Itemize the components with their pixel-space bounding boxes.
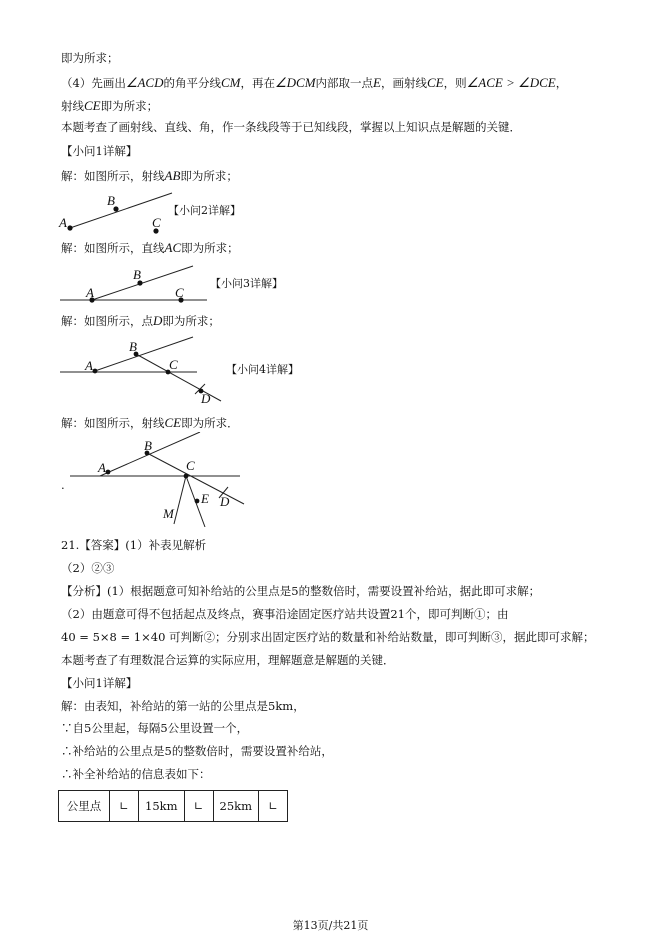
table-cell: ∟ bbox=[110, 791, 139, 822]
table-cell: 25km bbox=[213, 791, 259, 822]
label-m: M bbox=[163, 506, 174, 521]
section-heading: 【小问1详解】 bbox=[61, 144, 138, 158]
table-header-cell: 公里点 bbox=[59, 791, 110, 822]
text-line: 解：如图所示，射线AB即为所求； bbox=[61, 168, 238, 183]
text-line: （4）先画出∠ACD的角平分线CM，再在∠DCM内部取一点E，画射线CE，则∠ACE > ∠DCE， bbox=[61, 75, 568, 90]
label-b: B bbox=[144, 438, 152, 453]
section-heading: 【小问3详解】 bbox=[210, 277, 283, 290]
label-c: C bbox=[175, 285, 184, 300]
section-heading: 【小问2详解】 bbox=[168, 204, 241, 217]
label-a: A bbox=[85, 358, 93, 373]
supply-station-table bbox=[58, 790, 288, 822]
text-line: 本题考查了画射线、直线、角，作一条线段等于已知线段，掌握以上知识点是解题的关键． bbox=[61, 120, 521, 134]
label-b: B bbox=[129, 339, 137, 354]
label-a: A bbox=[59, 215, 67, 230]
label-b: B bbox=[133, 267, 141, 282]
answer-heading: 21.【答案】(1）补表见解析 bbox=[61, 538, 207, 552]
text-line: ∵自5公里起，每隔5公里设置一个， bbox=[61, 721, 249, 735]
text-line: 解：如图所示，点D即为所求； bbox=[61, 313, 220, 328]
text-line: 解：如图所示，直线AC即为所求； bbox=[61, 240, 239, 255]
label-c: C bbox=[152, 215, 161, 230]
section-heading: 【小问1详解】 bbox=[61, 676, 138, 690]
text-line: 本题考查了有理数混合运算的实际应用，理解题意是解题的关键． bbox=[61, 653, 395, 667]
figure-point-d bbox=[55, 333, 235, 405]
table-row bbox=[59, 791, 288, 822]
text-line: ∴补全补给站的信息表如下： bbox=[61, 767, 211, 781]
section-heading: 【小问4详解】 bbox=[226, 363, 299, 376]
text-line: 解：如图所示，射线CE即为所求． bbox=[61, 415, 239, 430]
text-line: . bbox=[61, 478, 65, 492]
label-b: B bbox=[107, 193, 115, 208]
label-d: D bbox=[220, 494, 230, 509]
table-cell: ∟ bbox=[259, 791, 288, 822]
label-c: C bbox=[169, 357, 178, 372]
figure-ray-ce bbox=[60, 432, 250, 527]
label-d: D bbox=[201, 391, 211, 405]
label-e: E bbox=[201, 491, 209, 506]
label-c: C bbox=[186, 458, 195, 473]
text-line: 【分析】(1）根据题意可知补给站的公里点是5的整数倍时，需要设置补给站，据此即可求解； bbox=[61, 584, 541, 598]
text-line: （2）由题意可得不包括起点及终点，赛事沿途固定医疗站共设置21个，即可判断①；由 bbox=[61, 607, 509, 621]
text-line: 解：由表知，补给站的第一站的公里点是5km， bbox=[61, 699, 305, 713]
text-line: 40 = 5×8 = 1×40 可判断②；分别求出固定医疗站的数量和补给站数量，即可判断③，据此即可求解； bbox=[61, 630, 595, 644]
table-cell: ∟ bbox=[184, 791, 213, 822]
label-a: A bbox=[98, 460, 106, 475]
text-line: ∴补给站的公里点是5的整数倍时，需要设置补给站， bbox=[61, 744, 333, 758]
figure-ray-ab bbox=[55, 188, 175, 238]
figure-line-ac bbox=[55, 262, 215, 308]
text-line: 即为所求； bbox=[61, 51, 119, 65]
table-cell: 15km bbox=[139, 791, 185, 822]
text-line: （2）②③ bbox=[61, 561, 115, 575]
page-footer: 第13页/共21页 bbox=[292, 919, 369, 932]
text-line: 射线CE即为所求； bbox=[61, 98, 159, 113]
label-a: A bbox=[86, 285, 94, 300]
